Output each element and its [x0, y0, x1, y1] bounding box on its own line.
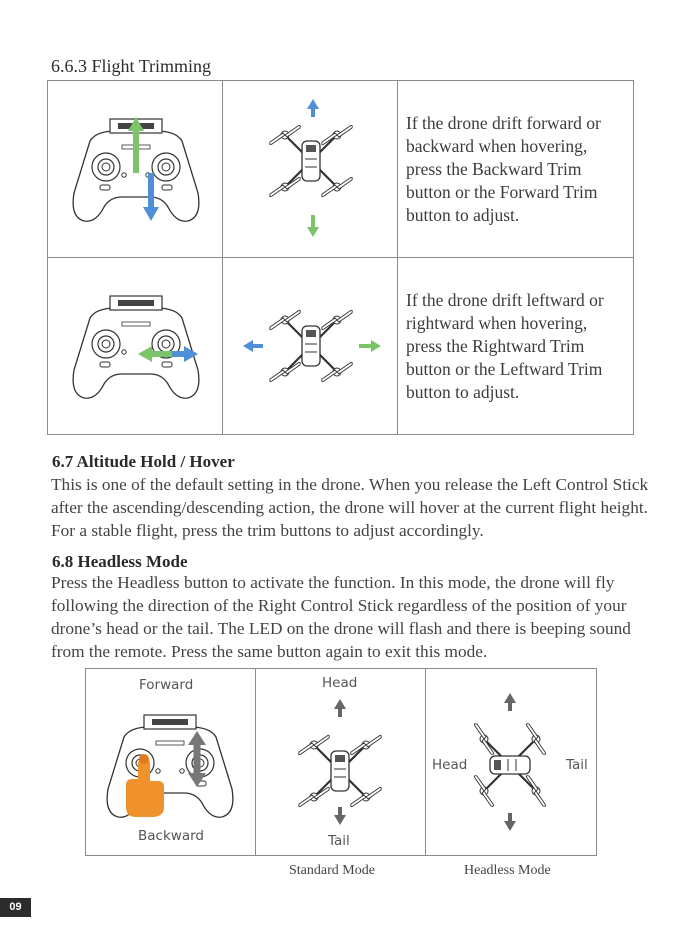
arrow-up-gray-icon	[504, 693, 516, 711]
headless-controller-cell	[86, 669, 256, 856]
arrow-right-green-icon	[359, 340, 381, 352]
headless-paragraph: Press the Headless button to activate the function. In this mode, the drone will fly following the direction of the Right Control Stick regardless of the position of your drone’s head or the tail. The LED on the drone will flash and there is beeping sound from the remote. Press the same button again to exit this mode.	[51, 573, 631, 661]
drone-forward-back-illustration	[223, 81, 398, 257]
backward-label: Backward	[138, 828, 204, 844]
page-number: 09	[0, 898, 31, 917]
trim-text-cell-1	[398, 81, 634, 258]
trim-controller-cell	[48, 81, 223, 258]
trim-controller-cell	[48, 258, 223, 435]
trim-instruction-left-right: If the drone drift leftward or rightward when hovering, press the Rightward Trim button or the Leftward Trim button to adjust.	[406, 289, 604, 402]
section-title: 6.6.3 Flight Trimming	[51, 56, 212, 76]
trim-instruction-forward-back: If the drone drift forward or backward when hovering, press the Backward Trim button or the Forward Trim button to adjust.	[406, 112, 601, 225]
controller-left-right-illustration	[48, 258, 223, 434]
trim-table	[47, 80, 634, 435]
trim-drone-cell	[223, 81, 398, 258]
controller-forward-back-illustration	[48, 81, 223, 257]
caption-headless-mode: Headless Mode	[464, 863, 551, 878]
trim-drone-cell	[223, 258, 398, 435]
headless-figure-table	[85, 668, 597, 856]
trim-text-cell-2	[398, 258, 634, 435]
standard-mode-cell	[256, 669, 426, 856]
drone-left-right-illustration	[223, 258, 398, 434]
headless-head-label: Head	[432, 757, 468, 773]
headless-tail-label: Tail	[566, 757, 588, 773]
standard-tail-label: Tail	[328, 833, 350, 849]
arrow-down-gray-icon	[504, 813, 516, 831]
headless-heading: 6.8 Headless Mode	[52, 552, 188, 571]
arrow-down-gray-icon	[334, 807, 346, 825]
headless-mode-cell	[426, 669, 597, 856]
arrow-backward-green-icon	[307, 215, 319, 237]
arrow-forward-blue-icon	[307, 99, 319, 117]
drone-standard-illustration	[256, 669, 426, 857]
arrow-left-blue-icon	[243, 340, 263, 352]
arrow-up-gray-icon	[334, 699, 346, 717]
altitude-heading: 6.7 Altitude Hold / Hover	[52, 452, 235, 471]
standard-head-label: Head	[322, 675, 358, 691]
altitude-paragraph: This is one of the default setting in the drone. When you release the Left Control Stick after the ascending/descending action, the drone will hover at the current flight height. For a stable flight, press the trim buttons to adjust accordingly.	[51, 475, 649, 540]
forward-label: Forward	[139, 677, 194, 693]
caption-standard-mode: Standard Mode	[289, 863, 375, 878]
